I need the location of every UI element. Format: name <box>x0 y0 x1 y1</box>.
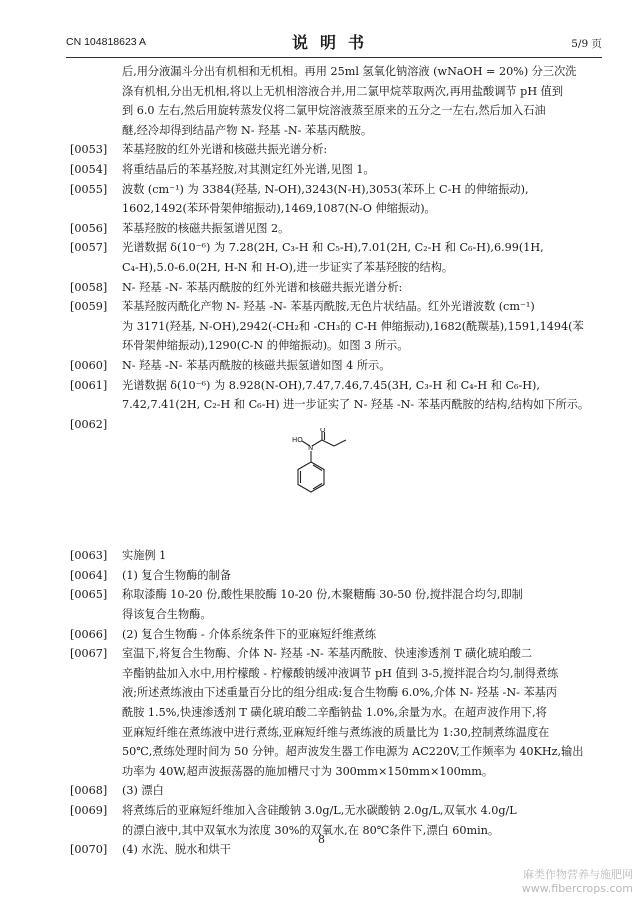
chemical-structure <box>280 428 360 510</box>
page-header <box>66 30 602 54</box>
watermark-title: 麻类作物营养与施肥网 <box>523 868 633 881</box>
site-watermark <box>522 868 633 896</box>
paragraph-0067: [0067] 室温下,将复合生物酶、介体 N- 羟基 -N- 苯基丙酰胺、快速渗透剂 T 磺化琥珀酸二 <box>70 647 533 661</box>
paragraph-0053: [0053] 苯基羟胺的红外光谱和核磁共振光谱分析: <box>70 143 328 157</box>
paragraph-0058: [0058] N- 羟基 -N- 苯基丙酰胺的红外光谱和核磁共振光谱分析: <box>70 280 403 294</box>
text-line: 7.42,7.41(2H, C₂-H 和 C₆-H) 进一步证实了 N- 羟基 -N- 苯基丙酰胺的结构,结构如下所示。 <box>122 398 590 412</box>
text-line: 涤有机相,分出无机相,将以上无机相溶液合并,用二氯甲烷萃取两次,再用盐酸调节 pH 值到 <box>122 84 564 98</box>
paragraph-0055: [0055] 波数 (cm⁻¹) 为 3384(羟基, N-OH),3243(N-H),3053(苯环上 C-H 的伸缩振动), <box>70 182 529 196</box>
text-line: 1602,1492(苯环骨架伸缩振动),1469,1087(N-O 伸缩振动)。 <box>122 202 436 216</box>
text-line: 功率为 40W,超声波振荡器的施加槽尺寸为 300mm×150mm×100mm。 <box>122 764 494 778</box>
text-line: 环骨架伸缩振动),1290(C-N 的伸缩振动)。如图 3 所示。 <box>122 339 409 353</box>
text-line: 50℃,煮练处理时间为 50 分钟。超声波发生器工作电源为 AC220V,工作频率为 40KHz,输出 <box>122 745 584 759</box>
paragraph-0056: [0056] 苯基羟胺的核磁共振氢谱见图 2。 <box>70 221 290 235</box>
text-line: 辛酯钠盐加入水中,用柠檬酸 - 柠檬酸钠缓冲液调节 pH 值到 3-5,搅拌混合均匀,制得煮练 <box>122 666 559 680</box>
patent-number: CN 104818623 A <box>66 36 146 48</box>
label-o: O <box>320 428 326 434</box>
text-line: 的漂白液中,其中双氧水为浓度 30%的双氧水,在 80℃条件下,漂白 60min。 <box>122 823 500 837</box>
label-ho: HO <box>292 436 303 444</box>
paragraph-0068: [0068] (3) 漂白 <box>70 784 164 798</box>
paragraph-0057: [0057] 光谱数据 δ(10⁻⁶) 为 7.28(2H, C₃-H 和 C₅-H),7.01(2H, C₂-H 和 C₆-H),6.99(1H, <box>70 241 544 255</box>
paragraph-0054: [0054] 将重结晶后的苯基羟胺,对其测定红外光谱,见图 1。 <box>70 162 375 176</box>
label-n: N <box>308 444 314 452</box>
header-divider <box>66 57 602 58</box>
text-line: 到 6.0 左右,然后用旋转蒸发仪将二氯甲烷溶液蒸至原来的五分之一左右,然后加入石油 <box>122 104 546 118</box>
text-line: 酰胺 1.5%,快速渗透剂 T 磺化琥珀酸二辛酯钠盐 1.0%,余量为水。在超声波作用下,将 <box>122 706 547 720</box>
paragraph-0059: [0059] 苯基羟胺丙酰化产物 N- 羟基 -N- 苯基丙酰胺,无色片状结晶。红外光谱波数 (cm⁻¹) <box>70 300 535 314</box>
paragraph-0062: [0062] <box>70 417 108 431</box>
paragraph-0065: [0065] 称取漆酶 10-20 份,酸性果胶酶 10-20 份,木聚糖酶 30-50 份,搅拌混合均匀,即制 <box>70 588 523 602</box>
page-indicator: 5/9 页 <box>571 38 602 50</box>
paragraphs-part2 <box>70 546 602 860</box>
text-line: 醚,经冷却得到结晶产物 N- 羟基 -N- 苯基丙酰胺。 <box>122 123 373 137</box>
paragraph-0063: [0063] 实施例 1 <box>70 549 167 563</box>
text-line: 得该复合生物酶。 <box>122 608 212 622</box>
text-line: 液;所述煮练液由下述重量百分比的组分组成:复合生物酶 6.0%,介体 N- 羟基 -N- 苯基丙 <box>122 686 558 700</box>
text-line: C₄-H),5.0-6.0(2H, H-N 和 H-O),进一步证实了苯基羟胺的结构。 <box>122 260 454 274</box>
paragraph-0064: [0064] (1) 复合生物酶的制备 <box>70 568 231 582</box>
paragraphs-part1 <box>70 62 602 434</box>
document-title: 说明书 <box>291 33 376 52</box>
page-number: 8 <box>318 833 325 846</box>
watermark-url: www.fibercrops.com <box>521 882 633 895</box>
paragraph-0061: [0061] 光谱数据 δ(10⁻⁶) 为 8.928(N-OH),7.47,7.46,7.45(3H, C₃-H 和 C₄-H 和 C₆-H), <box>70 378 540 392</box>
text-line: 亚麻短纤维在煮练液中进行煮练,亚麻短纤维与煮练液的质量比为 1:30,控制煮练温度在 <box>122 725 550 739</box>
text-line: 后,用分液漏斗分出有机相和无机相。再用 25ml 氢氧化钠溶液 (wNaOH = 20%) 分三次洗 <box>122 65 577 78</box>
paragraph-0069: [0069] 将煮练后的亚麻短纤维加入含硅酸钠 3.0g/L,无水碳酸钠 2.0g/L,双氧水 4.0g/L <box>70 804 517 817</box>
text-line: 为 3171(羟基, N-OH),2942(-CH₂和 -CH₃的 C-H 伸缩振动),1682(酰羰基),1591,1494(苯 <box>122 319 584 333</box>
paragraph-0060: [0060] N- 羟基 -N- 苯基丙酰胺的核磁共振氢谱如图 4 所示。 <box>70 358 391 372</box>
paragraph-0066: [0066] (2) 复合生物酶 - 介体系统条件下的亚麻短纤维煮练 <box>70 627 377 641</box>
paragraph-0070: [0070] (4) 水洗、脱水和烘干 <box>70 843 231 857</box>
